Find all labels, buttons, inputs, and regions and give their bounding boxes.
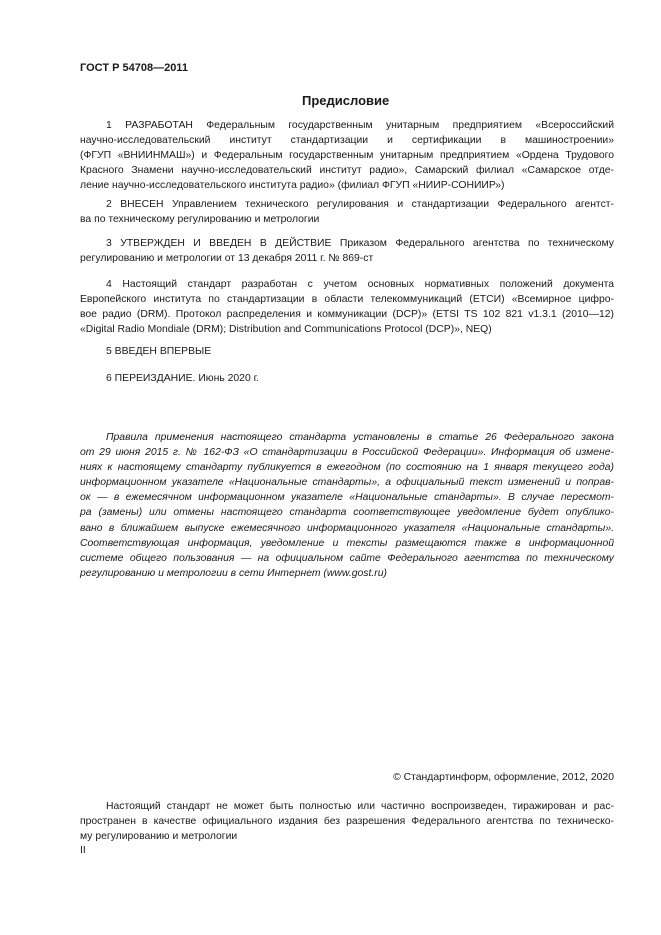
text-line: Правила применения настоящего стандарта установлены в статье 26 Федерального закона xyxy=(106,432,614,443)
standard-code: ГОСТ Р 54708—2011 xyxy=(80,62,188,74)
text-line: от 29 июня 2015 г. № 162-ФЗ «О стандартизации в Российской Федерации». Информация об измене- xyxy=(80,447,614,459)
text-line: вое радио (DRM). Протокол распределения и коммуникации (DCP)» (ETSI TS 102 821 v1.3.1 (2010—12) xyxy=(80,309,614,321)
text-line: информационном указателе «Национальные стандарты», а официальный текст изменений и поправ- xyxy=(80,477,614,489)
text-line: 5 ВВЕДЕН ВПЕРВЫЕ xyxy=(106,346,212,357)
text-line: регулированию и метрологии от 13 декабря 2011 г. № 869-ст xyxy=(80,253,374,265)
text-line: Красного Знамени научно-исследовательский институт радио», Самарский филиал «Самарское отде- xyxy=(80,165,614,177)
text-line: «Digital Radio Mondiale (DRM); Distribution and Communications Protocol (DCP)», NEQ) xyxy=(80,324,492,336)
text-line: му регулированию и метрологии xyxy=(80,831,238,843)
text-line: ва по техническому регулированию и метрологии xyxy=(80,214,320,226)
text-line: (ФГУП «ВНИИНМАШ») и Федеральным государственным унитарным предприятием «Ордена Трудового xyxy=(80,150,614,162)
foreword-item-3 xyxy=(80,236,614,266)
text-line: Настоящий стандарт не может быть полностью или частично воспроизведен, тиражирован и рас- xyxy=(106,801,614,812)
text-line: ниях к настоящему стандарту публикуется в ежегодном (по состоянию на 1 января текущего года) xyxy=(80,462,614,474)
text-line: 2 ВНЕСЕН Управлением технического регулирования и стандартизации Федерального агентст- xyxy=(106,199,614,210)
text-line: 6 ПЕРЕИЗДАНИЕ. Июнь 2020 г. xyxy=(106,373,260,384)
foreword-item-2 xyxy=(80,197,614,227)
page-title: Предисловие xyxy=(302,93,390,108)
foreword-item-1 xyxy=(80,118,614,193)
reproduction-notice xyxy=(80,799,614,844)
page-number: II xyxy=(80,845,86,856)
text-line: регулированию и метрологии в сети Интернет (www.gost.ru) xyxy=(80,567,387,579)
text-line: вано в ближайшем выпуске ежемесячного информационного указателя «Национальные стандарты». xyxy=(80,522,614,534)
text-line: пространен в качестве официального издания без разрешения Федерального агентства по техническо- xyxy=(80,816,614,828)
text-line: ра (замены) или отмены настоящего стандарта соответствующее уведомление будет опублико- xyxy=(80,507,614,519)
text-line: научно-исследовательский институт стандартизации и сертификации в машиностроении» xyxy=(80,135,614,147)
text-line: системе общего пользования — на официальном сайте Федерального агентства по техническому xyxy=(80,552,614,564)
text-line: ок — в ежемесячном информационном указателе «Национальные стандарты». В случае пересмот- xyxy=(80,492,614,504)
text-line: Соответствующая информация, уведомление и тексты размещаются также в информационной xyxy=(80,537,614,549)
copyright-notice: © Стандартинформ, оформление, 2012, 2020 xyxy=(393,772,614,783)
text-line: 3 УТВЕРЖДЕН И ВВЕДЕН В ДЕЙСТВИЕ Приказом Федерального агентства по техническому xyxy=(106,238,614,249)
text-line: 1 РАЗРАБОТАН Федеральным государственным унитарным предприятием «Всероссийский xyxy=(106,120,614,131)
foreword-item-5 xyxy=(80,344,614,359)
foreword-item-4 xyxy=(80,277,614,337)
text-line: Европейского института по стандартизации в области телекоммуникаций (ЕТСИ) «Всемирное цифро- xyxy=(80,294,614,306)
text-line: ление научно-исследовательского института радио» (филиал ФГУП «НИИР-СОНИИР») xyxy=(80,180,505,192)
standard-application-notice xyxy=(80,430,614,581)
foreword-item-6 xyxy=(80,371,614,386)
text-line: 4 Настоящий стандарт разработан с учетом основных нормативных положений документа xyxy=(106,279,614,290)
